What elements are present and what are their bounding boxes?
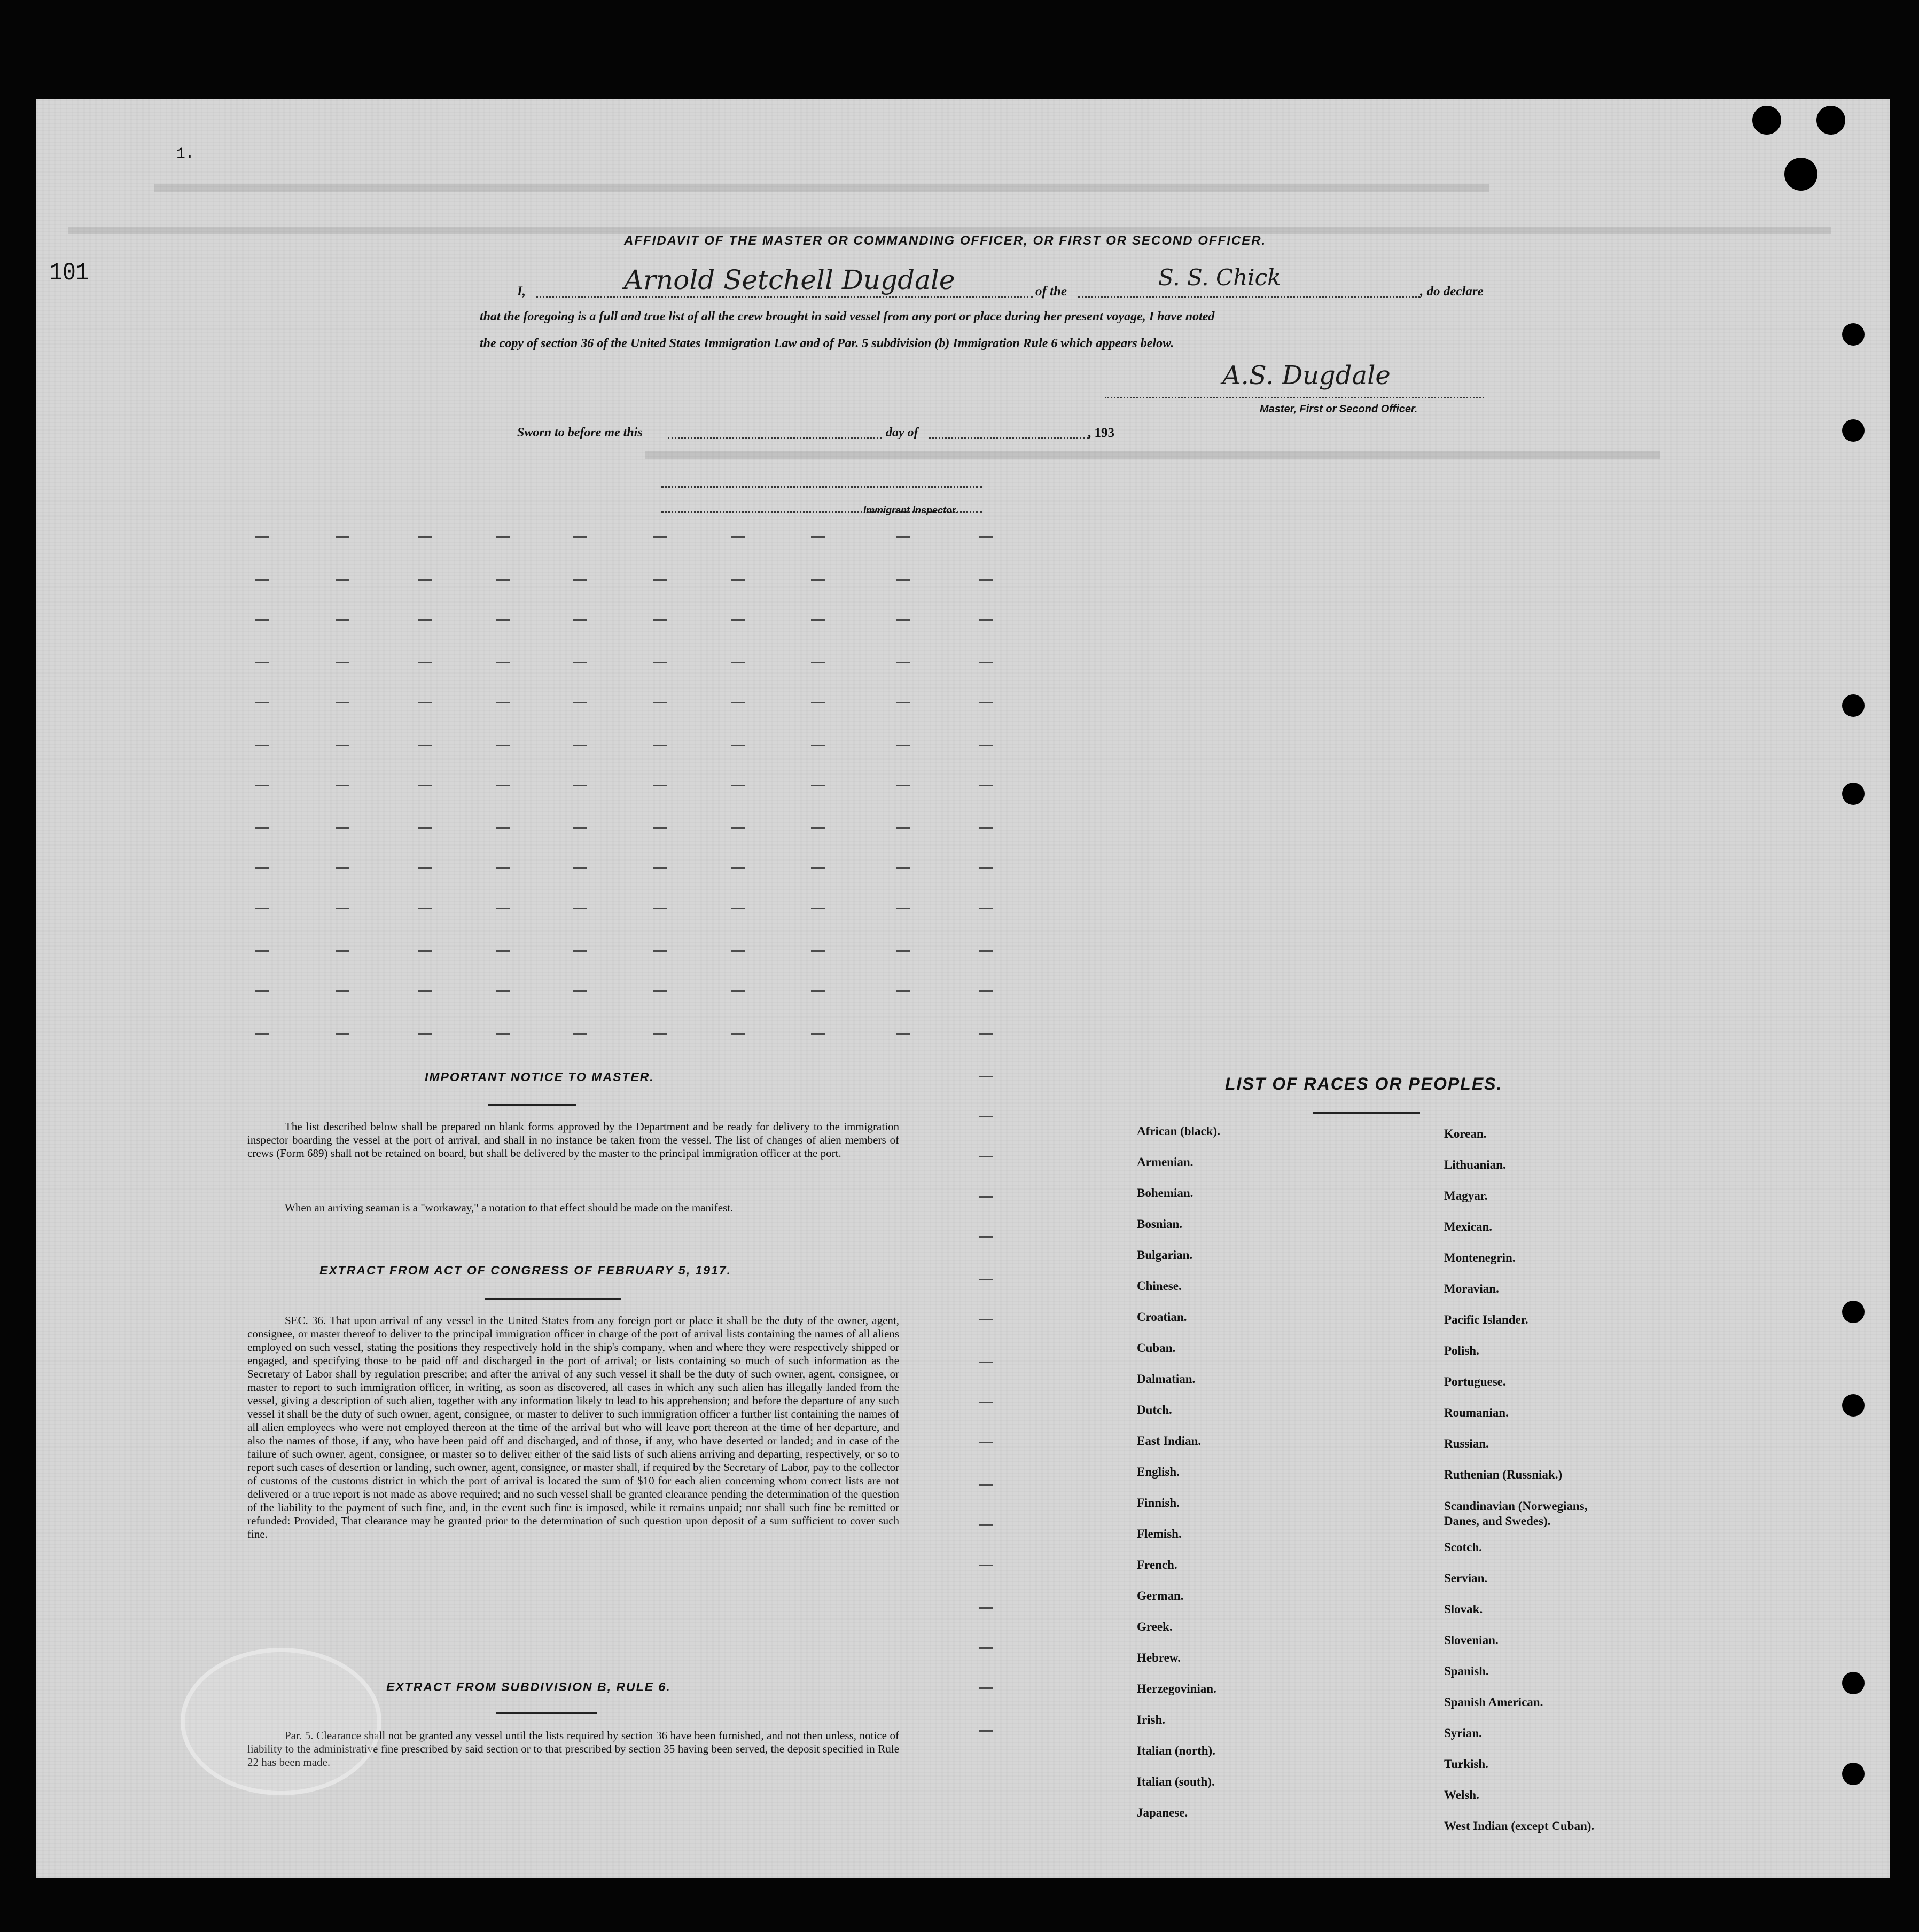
manifest-dash	[979, 827, 993, 829]
manifest-dash	[896, 619, 910, 621]
manifest-dash	[979, 1116, 993, 1117]
binding-hole	[1842, 1672, 1865, 1694]
race-item: Bulgarian.	[1137, 1248, 1193, 1262]
manifest-dash	[811, 702, 825, 703]
manifest-dash	[811, 908, 825, 909]
race-item: Slovak.	[1444, 1602, 1483, 1616]
affidavit-i-prefix: I,	[517, 284, 526, 299]
affidavit-line-3: the copy of section 36 of the United States Immigration Law and of Par. 5 subdivision (b) Immigration Rule 6 which appears below.	[480, 337, 1174, 350]
race-item: Irish.	[1137, 1713, 1166, 1726]
manifest-dash	[336, 908, 349, 909]
manifest-dash	[653, 536, 667, 538]
manifest-dash	[811, 662, 825, 663]
manifest-dash	[418, 785, 432, 786]
notice-rule	[488, 1104, 576, 1106]
manifest-dash	[336, 990, 349, 992]
race-item: Syrian.	[1444, 1726, 1482, 1740]
do-declare-label: , do declare	[1420, 284, 1484, 299]
master-name-line	[536, 295, 1033, 298]
affidavit-line-2: that the foregoing is a full and true list of all the crew brought in said vessel from any port or place during her present voyage, I have noted	[480, 310, 1215, 324]
manifest-dash	[496, 579, 510, 581]
race-item: Bohemian.	[1137, 1186, 1193, 1200]
manifest-dash	[496, 619, 510, 621]
manifest-dash	[573, 950, 587, 952]
manifest-dash	[731, 990, 745, 992]
manifest-dash	[731, 785, 745, 786]
manifest-dash	[336, 662, 349, 663]
race-item: Slovenian.	[1444, 1633, 1499, 1647]
manifest-dash	[731, 536, 745, 538]
manifest-dash	[653, 619, 667, 621]
manifest-dash	[979, 785, 993, 786]
manifest-dash	[731, 745, 745, 746]
manifest-dash	[979, 1524, 993, 1526]
manifest-dash	[979, 1033, 993, 1035]
race-item: Moravian.	[1444, 1282, 1499, 1295]
manifest-dash	[896, 702, 910, 703]
manifest-dash	[255, 702, 269, 703]
manifest-dash	[255, 662, 269, 663]
race-item: Finnish.	[1137, 1496, 1180, 1509]
manifest-dash	[979, 950, 993, 952]
manifest-dash	[496, 908, 510, 909]
manifest-dash	[653, 908, 667, 909]
notice-title: IMPORTANT NOTICE TO MASTER.	[425, 1070, 654, 1084]
race-item: Turkish.	[1444, 1757, 1488, 1771]
manifest-dash	[731, 950, 745, 952]
punch-hole	[1816, 106, 1845, 135]
race-item: Italian (north).	[1137, 1744, 1215, 1757]
notice-paragraph-1: The list described below shall be prepared on blank forms approved by the Department and be ready for delivery to the immigration inspector boarding the vessel at the port of arrival, and shall in no instance be taken from the vessel. The list of changes of alien members of crews (Form 689) shall not be retained on board, but shall be delivered by the master to the principal immigration officer at the port.	[247, 1120, 899, 1160]
manifest-dash	[418, 990, 432, 992]
race-item: African (black).	[1137, 1124, 1220, 1138]
manifest-dash	[979, 745, 993, 746]
race-item: Lithuanian.	[1444, 1158, 1506, 1171]
manifest-dash	[979, 1156, 993, 1157]
manifest-dash	[418, 950, 432, 952]
manifest-dash	[418, 579, 432, 581]
manifest-dash	[573, 827, 587, 829]
races-title: LIST OF RACES OR PEOPLES.	[1225, 1074, 1503, 1093]
race-item: Greek.	[1137, 1620, 1173, 1633]
manifest-dash	[896, 785, 910, 786]
manifest-dash	[811, 579, 825, 581]
manifest-dash	[653, 950, 667, 952]
binding-hole	[1842, 1394, 1865, 1417]
manifest-dash	[979, 1236, 993, 1238]
manifest-dash	[811, 950, 825, 952]
race-item: Russian.	[1444, 1437, 1489, 1450]
manifest-dash	[979, 1279, 993, 1280]
manifest-dash	[255, 536, 269, 538]
binding-hole	[1842, 783, 1865, 805]
manifest-dash	[896, 867, 910, 869]
manifest-dash	[896, 745, 910, 746]
manifest-dash	[811, 619, 825, 621]
manifest-dash	[731, 579, 745, 581]
master-signature: A.S. Dugdale	[1222, 361, 1391, 390]
manifest-dash	[653, 662, 667, 663]
inspector-caption: Immigrant Inspector.	[863, 505, 958, 515]
race-item: Ruthenian (Russniak.)	[1444, 1468, 1563, 1481]
manifest-dash	[811, 785, 825, 786]
manifest-dash	[496, 867, 510, 869]
race-item: Mexican.	[1444, 1220, 1493, 1233]
manifest-dash	[979, 1196, 993, 1198]
document-sheet	[36, 99, 1890, 1878]
punch-hole	[1784, 158, 1817, 191]
margin-number: 101	[49, 259, 89, 287]
manifest-dash	[979, 536, 993, 538]
manifest-dash	[336, 867, 349, 869]
manifest-dash	[255, 619, 269, 621]
manifest-dash	[731, 619, 745, 621]
race-item: Korean.	[1444, 1127, 1487, 1140]
manifest-dash	[336, 950, 349, 952]
manifest-dash	[731, 867, 745, 869]
notice-paragraph-2: When an arriving seaman is a "workaway," a notation to that effect should be made on the manifest.	[285, 1201, 734, 1214]
race-item: Flemish.	[1137, 1527, 1182, 1540]
manifest-dash	[496, 827, 510, 829]
race-item: Cuban.	[1137, 1341, 1176, 1355]
manifest-dash	[896, 1033, 910, 1035]
race-item: Hebrew.	[1137, 1651, 1181, 1664]
sworn-day-line	[668, 436, 882, 439]
manifest-dash	[336, 785, 349, 786]
manifest-dash	[496, 536, 510, 538]
manifest-dash	[418, 536, 432, 538]
race-item: West Indian (except Cuban).	[1444, 1819, 1595, 1833]
manifest-dash	[896, 579, 910, 581]
race-item: Spanish.	[1444, 1664, 1489, 1678]
race-item: Scotch.	[1444, 1540, 1482, 1554]
manifest-dash	[496, 990, 510, 992]
race-item: Croatian.	[1137, 1310, 1187, 1324]
manifest-dash	[255, 990, 269, 992]
race-item: Polish.	[1444, 1344, 1479, 1357]
vessel-line	[1078, 295, 1420, 298]
sworn-prefix: Sworn to before me this	[517, 426, 643, 440]
manifest-dash	[255, 785, 269, 786]
race-item: English.	[1137, 1465, 1180, 1479]
manifest-dash	[979, 1607, 993, 1609]
manifest-dash	[573, 662, 587, 663]
manifest-dash	[731, 702, 745, 703]
manifest-dash	[731, 1033, 745, 1035]
manifest-dash	[979, 1647, 993, 1649]
manifest-dash	[573, 619, 587, 621]
manifest-dash	[418, 702, 432, 703]
manifest-dash	[811, 745, 825, 746]
manifest-dash	[979, 1362, 993, 1363]
manifest-dash	[653, 1033, 667, 1035]
manifest-dash	[418, 662, 432, 663]
races-rule	[1313, 1112, 1420, 1114]
manifest-dash	[336, 745, 349, 746]
vessel-handwritten: S. S. Chick	[1158, 264, 1281, 291]
manifest-dash	[336, 827, 349, 829]
manifest-dash	[573, 990, 587, 992]
manifest-dash	[979, 990, 993, 992]
manifest-dash	[811, 867, 825, 869]
race-item: Welsh.	[1444, 1788, 1479, 1802]
manifest-dash	[573, 908, 587, 909]
race-item: Portuguese.	[1444, 1375, 1506, 1388]
signature-caption: Master, First or Second Officer.	[1260, 403, 1418, 415]
manifest-dash	[496, 745, 510, 746]
manifest-dash	[573, 702, 587, 703]
manifest-dash	[896, 662, 910, 663]
manifest-dash	[979, 1402, 993, 1403]
manifest-dash	[336, 619, 349, 621]
manifest-dash	[496, 662, 510, 663]
manifest-dash	[653, 745, 667, 746]
manifest-dash	[979, 867, 993, 869]
manifest-dash	[418, 1033, 432, 1035]
race-item: Scandinavian (Norwegians, Danes, and Swedes).	[1444, 1499, 1588, 1528]
race-item: East Indian.	[1137, 1434, 1202, 1448]
manifest-dash	[255, 867, 269, 869]
manifest-dash	[811, 536, 825, 538]
embossed-seal	[181, 1648, 381, 1795]
signature-line	[1105, 396, 1484, 398]
race-item: Spanish American.	[1444, 1695, 1543, 1709]
page-number: 1.	[176, 146, 194, 162]
race-item: Montenegrin.	[1444, 1251, 1516, 1264]
manifest-dash	[979, 1442, 993, 1443]
manifest-dash	[418, 827, 432, 829]
race-item: Magyar.	[1444, 1189, 1488, 1202]
manifest-dash	[573, 579, 587, 581]
manifest-dash	[979, 1730, 993, 1732]
manifest-dash	[896, 827, 910, 829]
manifest-dash	[979, 1687, 993, 1689]
of-the-label: of the	[1035, 284, 1067, 299]
manifest-dash	[255, 827, 269, 829]
manifest-dash	[496, 702, 510, 703]
rule-extract-title: EXTRACT FROM SUBDIVISION B, RULE 6.	[386, 1680, 671, 1694]
race-item: Italian (south).	[1137, 1775, 1215, 1788]
sworn-month-line	[929, 436, 1089, 439]
punch-hole	[1752, 106, 1781, 135]
manifest-dash	[896, 990, 910, 992]
manifest-dash	[653, 827, 667, 829]
manifest-dash	[896, 950, 910, 952]
manifest-dash	[418, 619, 432, 621]
manifest-dash	[573, 785, 587, 786]
manifest-dash	[979, 579, 993, 581]
manifest-dash	[653, 867, 667, 869]
manifest-dash	[979, 1565, 993, 1566]
manifest-dash	[573, 536, 587, 538]
act-extract-title: EXTRACT FROM ACT OF CONGRESS OF FEBRUARY 5, 1917.	[319, 1263, 732, 1277]
manifest-dash	[336, 579, 349, 581]
manifest-dash	[731, 662, 745, 663]
manifest-dash	[573, 1033, 587, 1035]
rule-extract-text: Par. 5. Clearance shall not be granted any vessel until the lists required by section 36 have been furnished, and not then unless, notice of liability to the administrative fine prescribed by said section or to that prescribed by section 35 having been served, the deposit specified in Rule 22 has been made.	[247, 1729, 899, 1769]
manifest-dash	[418, 908, 432, 909]
manifest-dash	[896, 908, 910, 909]
manifest-dash	[255, 745, 269, 746]
rule-extract-rule	[496, 1712, 597, 1714]
manifest-dash	[255, 950, 269, 952]
sworn-day-label: day of	[886, 426, 918, 440]
manifest-dash	[653, 579, 667, 581]
manifest-dash	[811, 827, 825, 829]
manifest-dash	[979, 908, 993, 909]
manifest-dash	[653, 702, 667, 703]
manifest-dash	[731, 908, 745, 909]
race-item: Japanese.	[1137, 1806, 1188, 1819]
race-item: French.	[1137, 1558, 1177, 1571]
race-item: Roumanian.	[1444, 1406, 1509, 1419]
manifest-dash	[418, 867, 432, 869]
manifest-dash	[496, 950, 510, 952]
manifest-dash	[573, 867, 587, 869]
manifest-dash	[336, 536, 349, 538]
bleed-through-texture	[36, 99, 1890, 1878]
manifest-dash	[653, 785, 667, 786]
manifest-dash	[979, 1076, 993, 1077]
manifest-dash	[731, 827, 745, 829]
manifest-dash	[496, 1033, 510, 1035]
act-extract-rule	[485, 1298, 621, 1300]
manifest-dash	[896, 536, 910, 538]
sworn-year: , 193	[1088, 426, 1114, 440]
race-item: Dalmatian.	[1137, 1372, 1196, 1386]
binding-hole	[1842, 1301, 1865, 1323]
manifest-dash	[979, 702, 993, 703]
binding-hole	[1842, 419, 1865, 442]
race-item: Bosnian.	[1137, 1217, 1183, 1231]
race-item: Pacific Islander.	[1444, 1313, 1528, 1326]
binding-hole	[1842, 694, 1865, 717]
manifest-dash	[979, 619, 993, 621]
race-item: Servian.	[1444, 1571, 1488, 1585]
manifest-dash	[255, 1033, 269, 1035]
act-extract-text: SEC. 36. That upon arrival of any vessel in the United States from any foreign port or place it shall be the duty of the owner, agent, consignee, or master thereof to deliver to the principal immigration officer in charge of the port of arrival lists containing the names of all aliens employed on such vessel, stating the positions they respectively hold in the ship's company, when and where they were respectively shipped or engaged, and specifying those to be paid off and discharged in the port of arrival; or lists containing so much of such information as the Secretary of Labor shall by regulation prescribe; and after the arrival of any such vessel it shall be the duty of such owner, agent, consignee, or master to report to such immigration officer, in writing, as soon as discovered, all cases in which any such alien has illegally landed from the vessel, giving a description of such alien, together with any information likely to lead to his apprehension; and before the departure of any such vessel it shall be the duty of such owner, agent, consignee, or master to deliver to such immigration officer a further list containing the names of all alien employees who were not employed thereon at the time of the arrival but who will leave port thereon at the time of her departure, and also the names of those, if any, who have been paid off and discharged, and of those, if any, who have deserted or landed; and in case of the failure of such owner, agent, consignee, or master so to deliver either of the said lists of such aliens arriving and departing, respectively, or so to report such cases of desertion or landing, such owner, agent, consignee, or master shall, if required by the Secretary of Labor, pay to the collector of customs of the customs district in which the port of arrival is located the sum of $10 for each alien concerning whom correct lists are not delivered or a true report is not made as above required; and no such vessel shall be granted clearance pending the determination of the question of the liability to the payment of such fine, and, in the event such fine is imposed, while it remains unpaid; nor shall such fine be remitted or refunded: Provided, That clearance may be granted prior to the determination of such question upon deposit of a sum sufficient to cover such fine.	[247, 1314, 899, 1540]
manifest-dash	[336, 702, 349, 703]
manifest-dash	[573, 745, 587, 746]
manifest-dash	[979, 1484, 993, 1486]
race-item: Dutch.	[1137, 1403, 1172, 1417]
manifest-dash	[811, 1033, 825, 1035]
manifest-dash	[979, 662, 993, 663]
manifest-dash	[496, 785, 510, 786]
race-item: Armenian.	[1137, 1155, 1193, 1169]
manifest-dash	[811, 990, 825, 992]
master-name-handwritten: Arnold Setchell Dugdale	[624, 264, 955, 295]
race-item: German.	[1137, 1589, 1184, 1602]
manifest-dash	[653, 990, 667, 992]
manifest-dash	[979, 1319, 993, 1320]
affidavit-title: AFFIDAVIT OF THE MASTER OR COMMANDING OFFICER, OR FIRST OR SECOND OFFICER.	[624, 233, 1267, 248]
manifest-dash	[255, 908, 269, 909]
binding-hole	[1842, 1763, 1865, 1785]
race-item: Herzegovinian.	[1137, 1682, 1216, 1695]
inspector-line-1	[661, 485, 982, 488]
race-item: Chinese.	[1137, 1279, 1182, 1293]
manifest-dash	[255, 579, 269, 581]
binding-hole	[1842, 323, 1865, 346]
manifest-dash	[418, 745, 432, 746]
manifest-dash	[336, 1033, 349, 1035]
